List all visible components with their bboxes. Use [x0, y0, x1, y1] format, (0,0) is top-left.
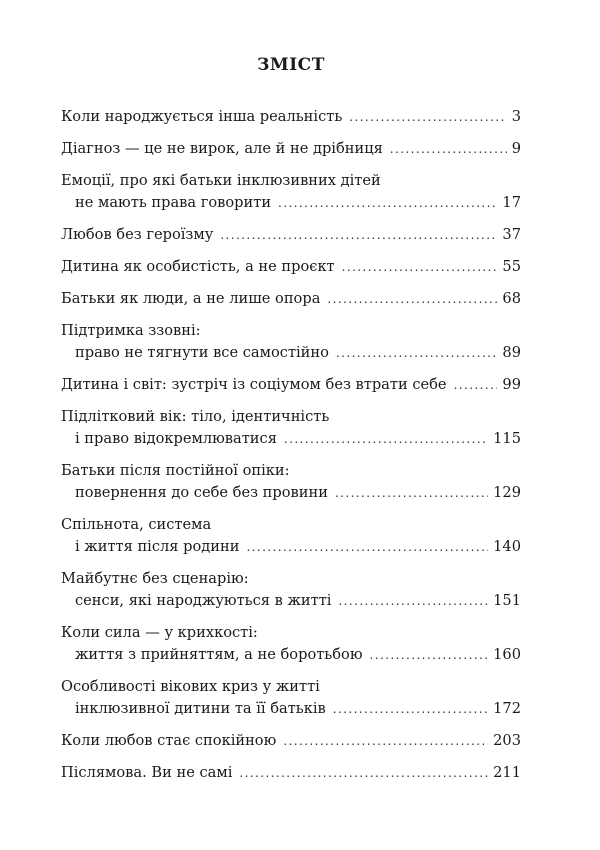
toc-entry[interactable]	[61, 320, 521, 364]
toc-page-number: 17	[502, 194, 521, 211]
toc-entry-text: життя з прийняттям, а не боротьбою	[75, 646, 363, 663]
toc-dot-leader	[370, 644, 489, 666]
toc-entry-text: Майбутнє без сценарію:	[61, 570, 249, 587]
toc-entry[interactable]	[61, 730, 521, 752]
toc-dot-leader	[239, 762, 488, 784]
toc-page-number: 3	[511, 108, 521, 125]
toc-entry-title-line	[61, 406, 521, 428]
toc-entry-text: Дитина як особистість, а не проєкт	[61, 258, 335, 275]
toc-dot-leader	[333, 698, 488, 720]
toc-entry[interactable]	[61, 224, 521, 246]
toc-page-number: 9	[511, 140, 521, 157]
toc-entry-title-line	[61, 170, 521, 192]
toc-entry-continuation-line	[61, 342, 521, 364]
toc-entry-text: Підлітковий вік: тіло, ідентичність	[61, 408, 330, 425]
toc-entry[interactable]	[61, 374, 521, 396]
page-title: ЗМІСТ	[257, 55, 325, 75]
toc-entry-continuation-line	[61, 590, 521, 612]
toc-page-number: 140	[493, 538, 521, 555]
toc-entry-continuation-line	[61, 644, 521, 666]
toc-entry[interactable]	[61, 288, 521, 310]
toc-page-number: 89	[502, 344, 521, 361]
toc-page-number: 203	[493, 732, 521, 749]
toc-page-number: 99	[502, 376, 521, 393]
toc-page-number: 211	[493, 764, 521, 781]
toc-entry-text: Діагноз — це не вирок, але й не дрібниця	[61, 140, 383, 157]
toc-dot-leader	[246, 536, 488, 558]
toc-entry-title-line	[61, 320, 521, 342]
toc-entry-text: право не тягнути все самостійно	[75, 344, 329, 361]
toc-entry[interactable]	[61, 568, 521, 612]
toc-entry-text: Любов без героїзму	[61, 226, 214, 243]
toc-entry-title-line	[61, 730, 521, 752]
toc-entry[interactable]	[61, 676, 521, 720]
toc-page-number: 55	[502, 258, 521, 275]
toc-entry[interactable]	[61, 762, 521, 784]
toc-dot-leader	[220, 224, 497, 246]
toc-dot-leader	[284, 428, 488, 450]
toc-entry-title-line	[61, 374, 521, 396]
toc-entry-continuation-line	[61, 482, 521, 504]
toc-entry-text: Коли народжується інша реальність	[61, 108, 343, 125]
toc-page-number: 37	[502, 226, 521, 243]
toc-entry[interactable]	[61, 256, 521, 278]
toc-entry[interactable]	[61, 406, 521, 450]
toc-entry-title-line	[61, 288, 521, 310]
toc-entry-text: не мають права говорити	[75, 194, 272, 211]
toc-entry[interactable]	[61, 460, 521, 504]
toc-entry-text: Батьки після постійної опіки:	[61, 462, 290, 479]
toc-dot-leader	[338, 590, 488, 612]
toc-entry-title-line	[61, 762, 521, 784]
toc-entry-title-line	[61, 676, 521, 698]
toc-entry-text: і право відокремлюватися	[75, 430, 277, 447]
toc-entry-title-line	[61, 106, 521, 128]
table-of-contents	[61, 106, 521, 794]
toc-page-number: 115	[493, 430, 521, 447]
toc-dot-leader	[349, 106, 506, 128]
toc-entry-text: і життя після родини	[75, 538, 240, 555]
toc-dot-leader	[454, 374, 498, 396]
toc-entry-text: Емоції, про які батьки інклюзивних дітей	[61, 172, 381, 189]
toc-entry-title-line	[61, 256, 521, 278]
toc-entry-text: Батьки як люди, а не лише опора	[61, 290, 321, 307]
toc-entry[interactable]	[61, 622, 521, 666]
toc-entry-text: Коли любов стає спокійною	[61, 732, 277, 749]
toc-entry-title-line	[61, 138, 521, 160]
toc-entry-text: Спільнота, система	[61, 516, 212, 533]
toc-entry-continuation-line	[61, 192, 521, 214]
toc-page-number: 160	[493, 646, 521, 663]
toc-entry-text: Підтримка ззовні:	[61, 322, 201, 339]
toc-entry[interactable]	[61, 106, 521, 128]
toc-entry-title-line	[61, 568, 521, 590]
toc-entry-title-line	[61, 224, 521, 246]
toc-entry[interactable]	[61, 138, 521, 160]
toc-entry-title-line	[61, 460, 521, 482]
toc-entry-text: Дитина і світ: зустріч із соціумом без втрати себе	[61, 376, 447, 393]
toc-entry-title-line	[61, 514, 521, 536]
toc-dot-leader	[390, 138, 507, 160]
toc-page-number: 68	[502, 290, 521, 307]
toc-entry-text: Коли сила — у крихкості:	[61, 624, 258, 641]
toc-entry-text: Особливості вікових криз у житті	[61, 678, 320, 695]
toc-dot-leader	[327, 288, 497, 310]
toc-page-number: 151	[493, 592, 521, 609]
toc-entry-text: Післямова. Ви не самі	[61, 764, 233, 781]
toc-dot-leader	[335, 482, 488, 504]
toc-entry[interactable]	[61, 170, 521, 214]
toc-dot-leader	[336, 342, 497, 364]
toc-entry-title-line	[61, 622, 521, 644]
toc-entry-text: повернення до себе без провини	[75, 484, 328, 501]
toc-page-number: 172	[493, 700, 521, 717]
toc-entry-continuation-line	[61, 536, 521, 558]
toc-entry-text: сенси, які народжуються в житті	[75, 592, 332, 609]
toc-entry-text: інклюзивної дитини та її батьків	[75, 700, 326, 717]
toc-entry-continuation-line	[61, 428, 521, 450]
toc-dot-leader	[283, 730, 488, 752]
toc-entry[interactable]	[61, 514, 521, 558]
toc-entry-continuation-line	[61, 698, 521, 720]
toc-page-number: 129	[493, 484, 521, 501]
toc-dot-leader	[278, 192, 497, 214]
toc-dot-leader	[342, 256, 498, 278]
